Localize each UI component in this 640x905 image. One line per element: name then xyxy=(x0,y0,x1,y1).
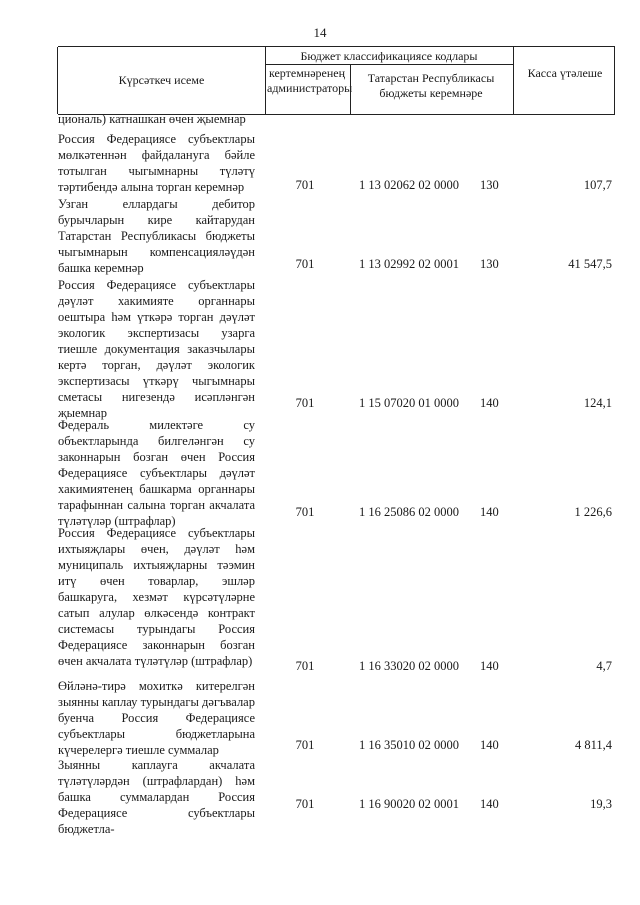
table-row-amount: 41 547,5 xyxy=(568,257,612,271)
divider xyxy=(350,65,351,114)
table-row-admin: 701 xyxy=(295,797,315,811)
divider xyxy=(265,64,513,65)
header-budget-codes: Бюджет классификациясе кодлары xyxy=(300,49,478,63)
header-cash: Касса үтәлеше xyxy=(527,66,603,80)
divider xyxy=(513,47,514,114)
table-row-amount: 107,7 xyxy=(583,178,612,192)
table-row-admin: 701 xyxy=(295,738,315,752)
table-row-code: 1 16 35010 02 0000 xyxy=(359,738,459,752)
table-row-amount: 19,3 xyxy=(590,797,612,811)
table-row-amount: 4 811,4 xyxy=(574,738,612,752)
table-row-indicator: Россия Федерациясе субъектлары дәүләт хакимияте органнары оештыра һәм үткәрә торган дәүләт экологик экспертизасы узарга тиешле документация заказчылары кертә торган, дәүләт экологик экспертизасы үткәрү чыгымнары сметасы нигезендә исәпләнгән җыемнар xyxy=(58,278,255,420)
table-row-type: 140 xyxy=(480,396,499,410)
table-header xyxy=(58,46,615,115)
table-row-admin: 701 xyxy=(295,659,315,673)
table-row-type: 140 xyxy=(480,505,499,519)
table-row-indicator: Өйләнә-тирә мохиткә китерелгән зыянны каплау турындагы дәгъвалар буенча Россия Федерациясе субъектлары бюджетларына күчерелергә тиешле суммалар xyxy=(58,679,255,757)
header-indicator: Күрсәткеч исеме xyxy=(118,73,205,87)
divider xyxy=(265,47,266,114)
table-row-amount: 4,7 xyxy=(596,659,612,673)
table-row-code: 1 16 90020 02 0001 xyxy=(359,797,459,811)
table-row-amount: 1 226,6 xyxy=(574,505,612,519)
header-tatarstan-budget: Татарстан Республикасы бюджеты керемнәре xyxy=(367,71,495,100)
table-row-code: 1 16 33020 02 0000 xyxy=(359,659,459,673)
table-row-type: 140 xyxy=(480,659,499,673)
table-row-code: 1 13 02992 02 0001 xyxy=(359,257,459,271)
divider xyxy=(614,47,615,114)
table-row-indicator: Россия Федерациясе субъектлары ихтыяҗлары өчен, дәүләт һәм муниципаль ихтыяҗларны тәэмин итү өчен товарлар, эшләр башкаруга, хезмәт күрсәтүләрне сатып алулар өлкәсендә контракт системасы турындагы Россия Федерациясе законнарын бозган өчен акчалата түләтүләр (штрафлар) xyxy=(58,526,255,668)
table-row-indicator: Узган еллардагы дебитор бурычларын кире кайтарудан Татарстан Республикасы бюджеты чыгымнарын компенсацияләүдән башка керемнәр xyxy=(58,197,255,275)
table-row-type: 130 xyxy=(480,178,499,192)
table-row-indicator: циональ) катнашкан өчен җыемнар xyxy=(58,112,246,126)
table-row-indicator: Зыянны каплауга акчалата түләтүләрдән (штрафлардан) һәм башка суммалардан Россия Федерациясе субъектлары бюджетла- xyxy=(58,758,255,836)
table-row-indicator: Россия Федерациясе субъектлары мөлкәтеннән файдалануга бәйле тотылган чыгымнарны түләтү тәртибендә алына торган керемнәр xyxy=(58,132,255,194)
table-row-admin: 701 xyxy=(295,505,315,519)
table-row-type: 130 xyxy=(480,257,499,271)
table-row-type: 140 xyxy=(480,797,499,811)
table-row-admin: 701 xyxy=(295,257,315,271)
divider xyxy=(57,47,58,114)
table-row-type: 140 xyxy=(480,738,499,752)
table-row-code: 1 16 25086 02 0000 xyxy=(359,505,459,519)
table-row-admin: 701 xyxy=(295,396,315,410)
page-number: 14 xyxy=(313,25,327,40)
table-row-amount: 124,1 xyxy=(583,396,612,410)
table-row-code: 1 13 02062 02 0000 xyxy=(359,178,459,192)
table-row-indicator: Федераль милектәге су объектларында билгеләнгән су законнарын бозган өчен Россия Федерациясе субъектлары дәүләт хакимиятенең башкарма органнары тарафыннан салына торган акчалата түләтүләр (штрафлар) xyxy=(58,418,255,528)
table-row-code: 1 15 07020 01 0000 xyxy=(359,396,459,410)
table-row-admin: 701 xyxy=(295,178,315,192)
header-administrator: кертемнәренең администраторы xyxy=(267,66,353,95)
